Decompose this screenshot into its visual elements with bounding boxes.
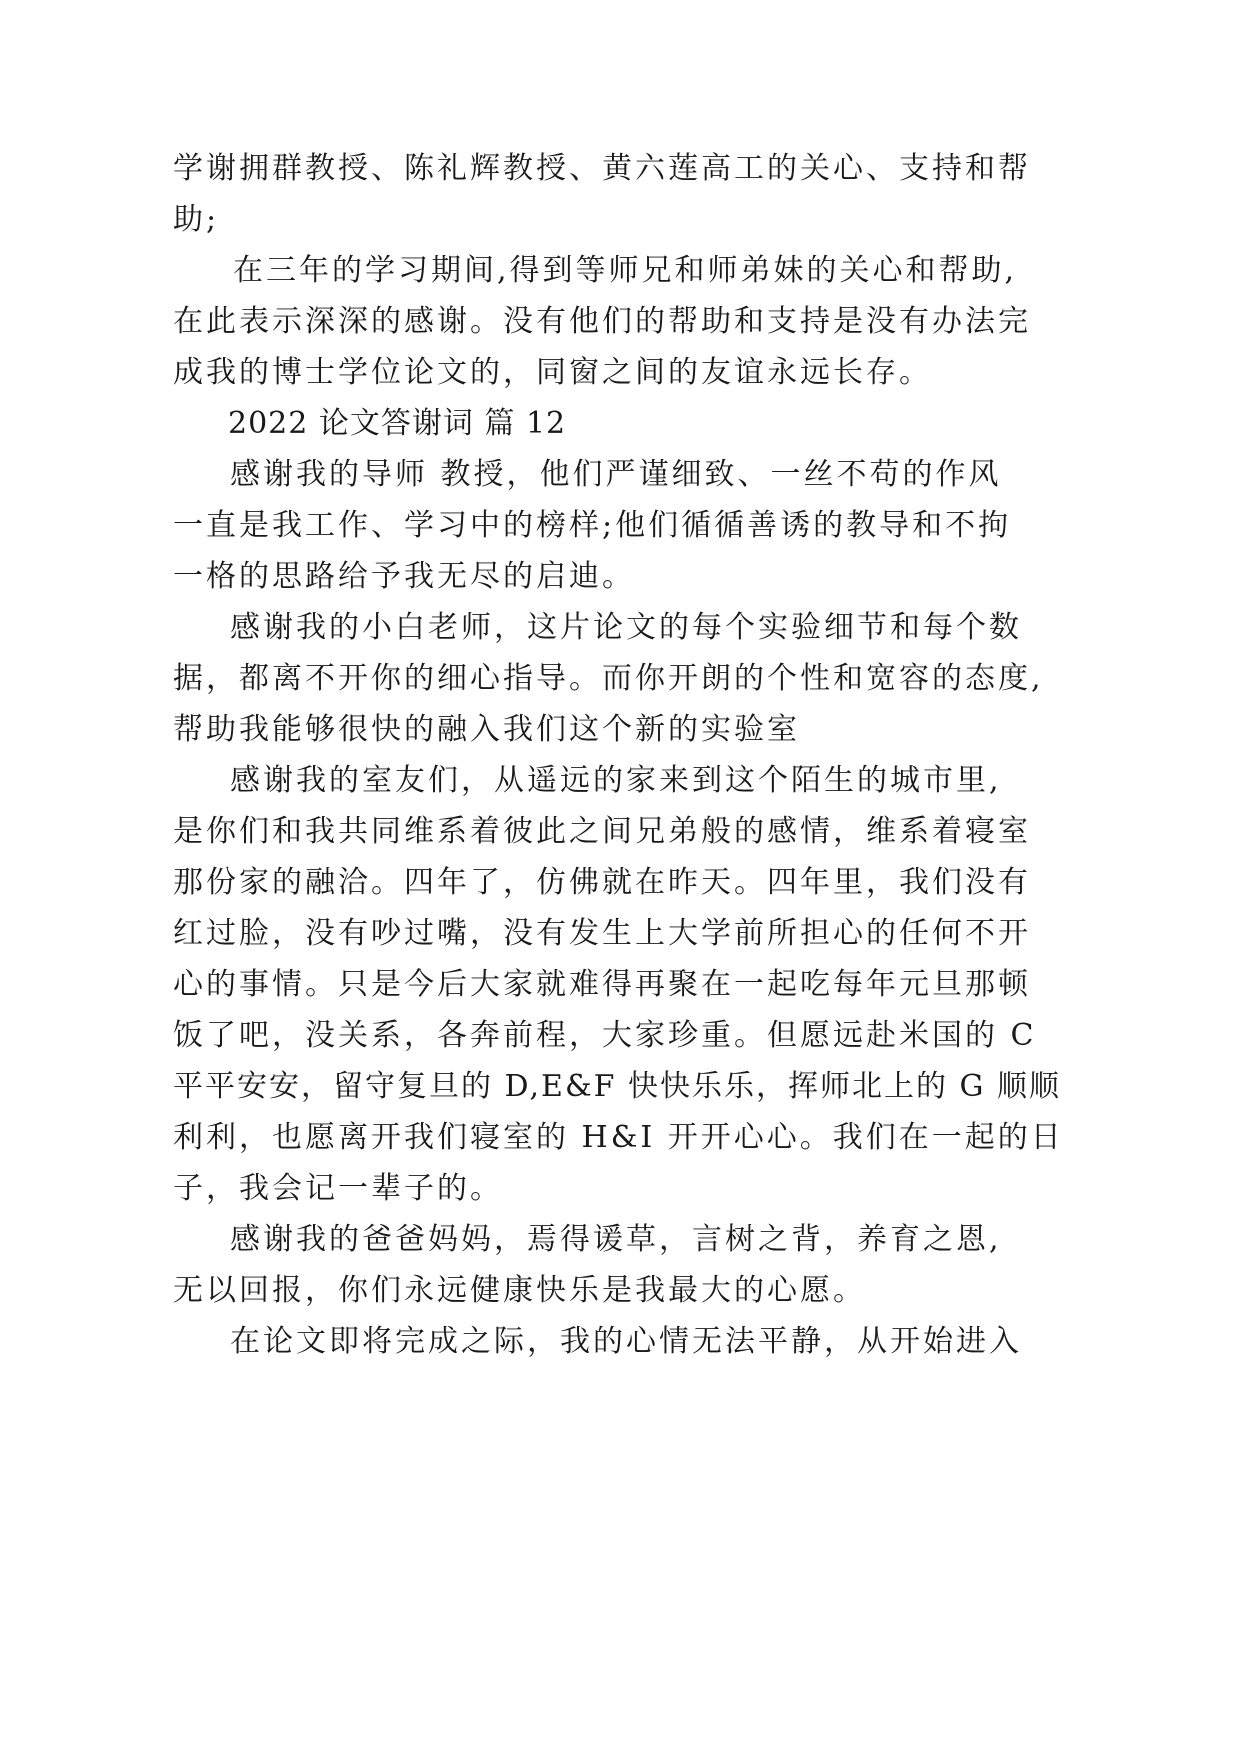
text-line: 在论文即将完成之际，我的心情无法平静，从开始进入	[230, 1324, 1022, 1359]
text-line: 平平安安，留守复旦的 D,E&F 快快乐乐，挥师北上的 G 顺顺	[173, 1069, 1062, 1104]
text-line: 子，我会记一辈子的。	[173, 1171, 503, 1206]
text-line: 学谢拥群教授、陈礼辉教授、黄六莲高工的关心、支持和帮	[173, 151, 1031, 186]
text-line: 感谢我的室友们，从遥远的家来到这个陌生的城市里,	[230, 763, 1002, 798]
text-line: 感谢我的小白老师，这片论文的每个实验细节和每个数	[230, 610, 1022, 645]
text-line: 成我的博士学位论文的，同窗之间的友谊永远长存。	[173, 355, 932, 390]
text-line: 在三年的学习期间,得到等师兄和师弟妹的关心和帮助,	[233, 253, 1018, 288]
text-line: 一直是我工作、学习中的榜样;他们循循善诱的教导和不拘	[173, 508, 1012, 543]
text-line: 心的事情。只是今后大家就难得再聚在一起吃每年元旦那顿	[173, 967, 1031, 1002]
text-line: 无以回报，你们永远健康快乐是我最大的心愿。	[173, 1273, 866, 1308]
text-line: 一格的思路给予我无尽的启迪。	[173, 559, 635, 594]
text-line: 感谢我的导师 教授，他们严谨细致、一丝不苟的作风	[230, 457, 1002, 492]
text-line: 据，都离不开你的细心指导。而你开朗的个性和宽容的态度,	[173, 661, 1044, 696]
text-line: 帮助我能够很快的融入我们这个新的实验室	[173, 712, 800, 747]
text-line: 那份家的融洽。四年了，仿佛就在昨天。四年里，我们没有	[173, 865, 1031, 900]
text-line: 是你们和我共同维系着彼此之间兄弟般的感情，维系着寝室	[173, 814, 1031, 849]
text-line: 利利，也愿离开我们寝室的 H&I 开开心心。我们在一起的日	[173, 1120, 1064, 1155]
text-line: 饭了吧，没关系，各奔前程，大家珍重。但愿远赴米国的 C	[173, 1018, 1037, 1053]
text-line: 感谢我的爸爸妈妈，焉得谖草，言树之背，养育之恩,	[230, 1222, 1002, 1257]
text-line: 红过脸，没有吵过嘴，没有发生上大学前所担心的任何不开	[173, 916, 1031, 951]
section-heading: 2022 论文答谢词 篇 12	[228, 406, 567, 441]
text-line: 助;	[173, 202, 220, 237]
text-line: 在此表示深深的感谢。没有他们的帮助和支持是没有办法完	[173, 304, 1031, 339]
